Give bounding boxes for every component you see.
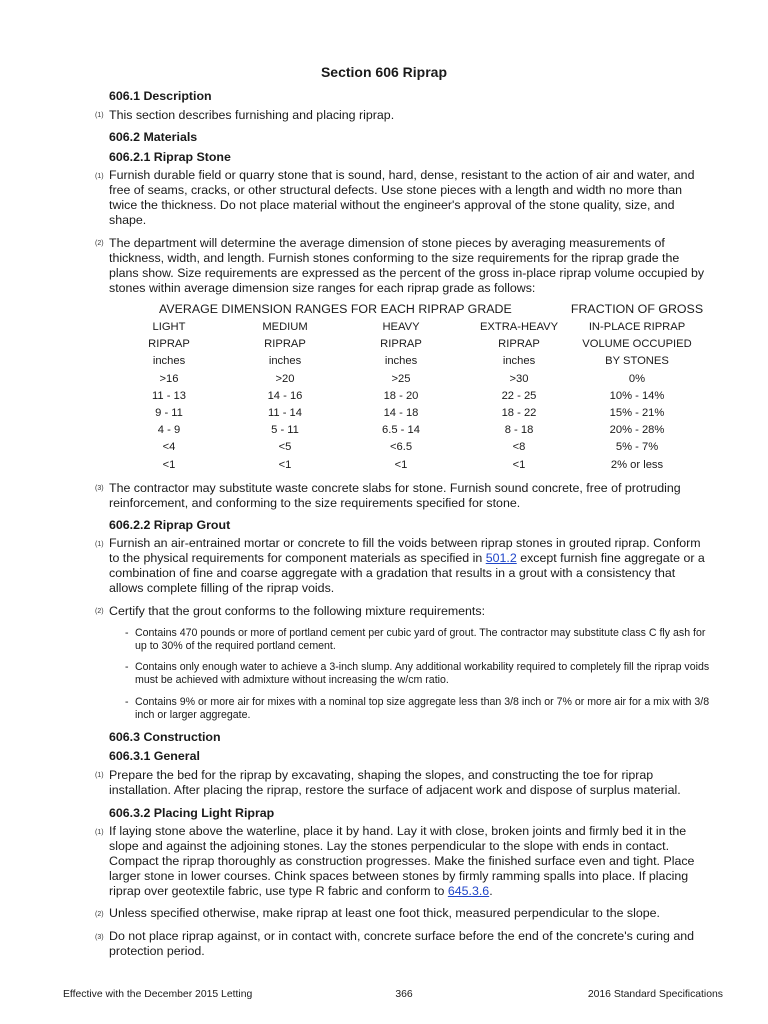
paragraph-number: (3) bbox=[95, 934, 104, 941]
table-row bbox=[109, 459, 719, 475]
paragraph-number: (1) bbox=[95, 772, 104, 779]
table-cell: 9 - 11 bbox=[155, 407, 183, 419]
riprap-grout-paragraph-1 bbox=[109, 536, 709, 596]
grout-text-b: except furnish fine aggregate or a combination of fine and coarse aggregate with a gradation that results in a grout with a consistency that allows complete filling of the riprap voids. bbox=[109, 551, 705, 595]
paragraph-number: (2) bbox=[95, 240, 104, 247]
table-cell: 20% - 28% bbox=[609, 424, 665, 436]
table-cell: 5% - 7% bbox=[615, 441, 659, 453]
general-paragraph-1: Prepare the bed for the riprap by excavating, shaping the slopes, and constructing the toe for riprap installation. After placing the riprap, restore the surface of adjacent work and dispose of surplus material. bbox=[109, 768, 681, 797]
table-cell: <1 bbox=[512, 459, 526, 471]
table-cell: HEAVY bbox=[382, 321, 420, 333]
riprap-grout-paragraph-2: Certify that the grout conforms to the following mixture requirements: bbox=[109, 604, 486, 618]
footer-publication: 2016 Standard Specifications bbox=[587, 989, 723, 1000]
paragraph-number: (2) bbox=[95, 911, 104, 918]
grout-text-a: Furnish an air-entrained mortar or concrete to fill the voids between riprap stones in grouted riprap. Conform to the physical requirements for component materials as specified in bbox=[109, 536, 701, 565]
bullet-item bbox=[125, 661, 710, 687]
light-riprap-text-b: . bbox=[489, 884, 493, 898]
paragraph-number: (1) bbox=[95, 829, 104, 836]
table-cell: RIPRAP bbox=[380, 338, 422, 350]
table-header-main: AVERAGE DIMENSION RANGES FOR EACH RIPRAP GRADE bbox=[159, 302, 512, 316]
table-cell: 4 - 9 bbox=[157, 424, 181, 436]
link-645-3-6[interactable]: 645.3.6 bbox=[447, 884, 490, 898]
table-cell: <1 bbox=[162, 459, 176, 471]
table-cell: 22 - 25 bbox=[501, 390, 537, 402]
table-cell: <1 bbox=[278, 459, 292, 471]
table-cell: >16 bbox=[159, 373, 179, 385]
table-cell: inches bbox=[384, 355, 418, 367]
table-cell: 11 - 13 bbox=[152, 390, 186, 402]
riprap-stone-paragraph-3: The contractor may substitute waste concrete slabs for stone. Furnish sound concrete, free of protruding reinforcement, and conforming to the size requirements specified for stone. bbox=[109, 481, 681, 510]
bullet-item bbox=[125, 627, 710, 653]
link-501-2[interactable]: 501.2 bbox=[485, 551, 517, 565]
table-cell: 11 - 14 bbox=[268, 407, 302, 419]
table-cell: >25 bbox=[391, 373, 411, 385]
table-header-fraction: FRACTION OF GROSS bbox=[570, 302, 704, 316]
table-cell: >30 bbox=[509, 373, 529, 385]
riprap-stone-paragraph-1: Furnish durable field or quarry stone that is sound, hard, dense, resistant to the action of air and water, and free of seams, cracks, or other structural defects. Use stone pieces with a length and width no more than twice the thickness. Do not place material without the engineer's approval of the stone quality, size, and shape. bbox=[109, 168, 695, 227]
table-cell: IN-PLACE RIPRAP bbox=[588, 321, 686, 333]
table-cell: RIPRAP bbox=[498, 338, 540, 350]
light-riprap-paragraph-2: Unless specified otherwise, make riprap at least one foot thick, measured perpendicular to the slope. bbox=[109, 906, 660, 920]
footer-effective-date: Effective with the December 2015 Letting bbox=[63, 989, 253, 1000]
heading-606-2-1: 606.2.1 Riprap Stone bbox=[109, 150, 231, 164]
heading-606-3: 606.3 Construction bbox=[109, 730, 221, 744]
table-title-row bbox=[109, 302, 719, 318]
table-cell: <6.5 bbox=[389, 441, 413, 453]
heading-606-2: 606.2 Materials bbox=[109, 130, 198, 144]
paragraph-number: (1) bbox=[95, 173, 104, 180]
footer-page-number: 366 bbox=[395, 989, 413, 1000]
light-riprap-paragraph-1 bbox=[109, 824, 709, 899]
table-cell: LIGHT bbox=[152, 321, 186, 333]
table-header-row bbox=[109, 355, 719, 371]
table-cell: 0% bbox=[628, 373, 646, 385]
heading-606-2-2: 606.2.2 Riprap Grout bbox=[109, 518, 231, 532]
description-paragraph: This section describes furnishing and placing riprap. bbox=[109, 108, 395, 122]
heading-606-1: 606.1 Description bbox=[109, 89, 212, 103]
table-cell: 15% - 21% bbox=[609, 407, 665, 419]
table-cell: inches bbox=[268, 355, 302, 367]
table-cell: EXTRA-HEAVY bbox=[479, 321, 559, 333]
table-cell: inches bbox=[502, 355, 536, 367]
table-cell: VOLUME OCCUPIED bbox=[582, 338, 692, 350]
heading-606-3-1: 606.3.1 General bbox=[109, 749, 200, 763]
paragraph-number: (1) bbox=[95, 541, 104, 548]
table-cell: <4 bbox=[162, 441, 176, 453]
table-row bbox=[109, 390, 719, 406]
table-cell: 14 - 18 bbox=[383, 407, 419, 419]
bullet-dash: - bbox=[125, 627, 129, 639]
bullet-text: Contains 9% or more air for mixes with a nominal top size aggregate less than 3/8 inch or 7% or more air for a mix with 3/8 inch or larger aggregate. bbox=[135, 696, 710, 721]
bullet-item bbox=[125, 696, 710, 722]
bullet-dash: - bbox=[125, 696, 129, 708]
table-cell: 14 - 16 bbox=[267, 390, 303, 402]
light-riprap-text-a: If laying stone above the waterline, place it by hand. Lay it with close, broken joints and firmly bed it in the slope and against the adjoining stones. Lay the stones perpendicular to the slope with ends in contact. Compact the riprap thoroughly as construction progresses. Make the finished surface even and tight. Place larger stone in lower courses. Chink spaces between stones by firmly ramming spalls into place. If placing riprap over geotextile fabric, use type R fabric and conform to bbox=[109, 824, 695, 898]
table-cell: >20 bbox=[275, 373, 295, 385]
table-header-row bbox=[109, 321, 719, 337]
table-cell: RIPRAP bbox=[264, 338, 306, 350]
bullet-dash: - bbox=[125, 661, 129, 673]
bullet-text: Contains only enough water to achieve a 3-inch slump. Any additional workability required to completely fill the riprap voids must be achieved with admixture without increasing the w/cm ratio. bbox=[135, 661, 710, 686]
table-cell: MEDIUM bbox=[262, 321, 308, 333]
paragraph-number: (3) bbox=[95, 485, 104, 492]
table-cell: <1 bbox=[394, 459, 408, 471]
table-cell: <5 bbox=[278, 441, 292, 453]
paragraph-number: (2) bbox=[95, 608, 104, 615]
table-cell: RIPRAP bbox=[148, 338, 190, 350]
table-cell: <8 bbox=[512, 441, 526, 453]
light-riprap-paragraph-3: Do not place riprap against, or in contact with, concrete surface before the end of the concrete's curing and protection period. bbox=[109, 929, 695, 958]
table-row bbox=[109, 373, 719, 389]
table-cell: 5 - 11 bbox=[271, 424, 299, 436]
riprap-stone-paragraph-2: The department will determine the average dimension of stone pieces by averaging measurements of thickness, width, and length. Furnish stones conforming to the size requirements for the riprap grade the plans show. Size requirements are expressed as the percent of the gross in-place riprap volume occupied by stones within average dimension size ranges for each riprap grade as follows: bbox=[109, 236, 705, 295]
section-title: Section 606 Riprap bbox=[320, 64, 448, 80]
table-cell: 18 - 20 bbox=[383, 390, 419, 402]
table-cell: 6.5 - 14 bbox=[382, 424, 420, 436]
table-cell: 10% - 14% bbox=[609, 390, 665, 402]
table-row bbox=[109, 407, 719, 423]
table-cell: BY STONES bbox=[605, 355, 669, 367]
table-cell: 2% or less bbox=[610, 459, 664, 471]
table-cell: 8 - 18 bbox=[504, 424, 534, 436]
paragraph-number: (1) bbox=[95, 112, 104, 119]
table-cell: 18 - 22 bbox=[501, 407, 537, 419]
table-header-row bbox=[109, 338, 719, 354]
table-row bbox=[109, 441, 719, 457]
table-row bbox=[109, 424, 719, 440]
bullet-text: Contains 470 pounds or more of portland cement per cubic yard of grout. The contractor may substitute class C fly ash for up to 30% of the required portland cement. bbox=[135, 627, 706, 652]
table-cell: inches bbox=[152, 355, 186, 367]
heading-606-3-2: 606.3.2 Placing Light Riprap bbox=[109, 806, 275, 820]
